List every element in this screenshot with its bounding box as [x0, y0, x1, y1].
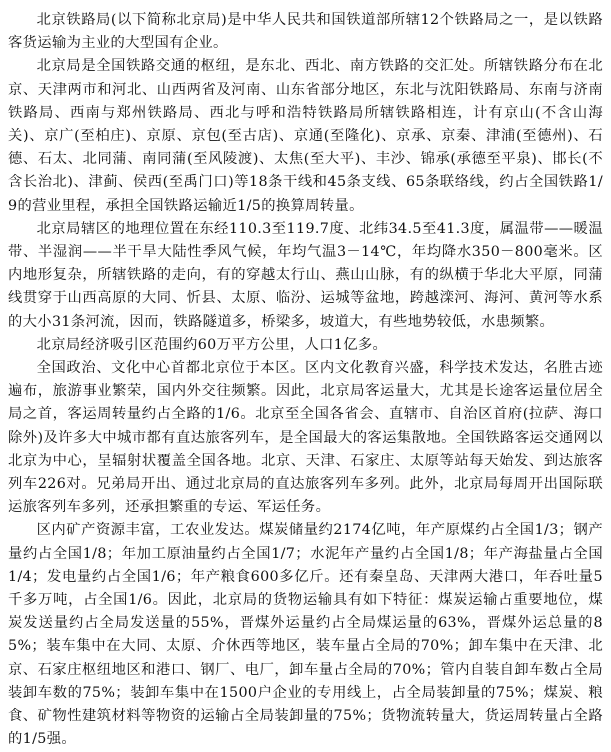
paragraph-intro: 北京铁路局(以下简称北京局)是中华人民共和国铁道部所辖12个铁路局之一，是以铁路客货运输为主业的大型国有企业。 [8, 12, 603, 52]
paragraph-hub-lines: 北京局是全国铁路交通的枢纽，是东北、西北、南方铁路的交汇处。所辖铁路分布在北京、天津两市和河北、山西两省及河南、山东省部分地区，东北与沈阳铁路局、东南与济南铁路局、西南与郑州铁路局、西北与呼和浩特铁路局所辖铁路相连，计有京山(不含山海关)、京广(至柏庄)、京原、京包(至古店)、京通(至隆化)、京承、京秦、津浦(至德州)、石德、石太、北同蒲、南同蒲(至风陵渡)、太焦(至大平)、丰沙、锦承(承德至平泉)、邯长(不含长治北)、津蓟、侯西(至禹门口)等18条干线和45条支线、65条联络线，约占全国铁路1/9的营业里程，承担全国铁路运输近1/5的换算周转量。 [8, 58, 603, 214]
paragraph-geography: 北京局辖区的地理位置在东经110.3至119.7度、北纬34.5至41.3度，属温带——暖温带、半湿润——半干旱大陆性季风气候，年均气温3－14℃，年均降水350－800毫米。区内地形复杂，所辖铁路的走向，有的穿越太行山、燕山山脉，有的纵横于华北大平原，同蒲线贯穿于山西高原的大同、忻县、太原、临汾、运城等盆地，跨越滦河、海河、黄河等水系的大小31条河流，因而，铁路隧道多，桥梁多，坡道大，有些地势较低，水患频繁。 [8, 220, 603, 330]
paragraph-economic-area: 北京局经济吸引区范围约60万平方公里，人口1亿多。 [36, 336, 388, 353]
paragraph-freight-transport: 区内矿产资源丰富，工农业发达。煤炭储量约2174亿吨，年产原煤约占全国1/3；钢产量约占全国1/8；年加工原油量约占全国1/7；水泥年产量约占全国1/8；年产海盐量占全国1/4；发电量约占全国1/6；年产粮食600多亿斤。还有秦皇岛、天津两大港口，年吞吐量5千多万吨，占全国1/6。因此，北京局的货物运输具有如下特征：煤炭运输占重要地位，煤炭发送量约占全局发送量的55%，晋煤外运量约占全局煤运量的63%，晋煤外运总量的85%；装车集中在大同、太原、介休西等地区，装车量占全局的70%；卸车集中在天津、北京、石家庄枢纽地区和港口、钢厂、电厂，卸车量占全局的70%；管内自装自卸车数占全局装卸车数的75%；装卸车集中在1500户企业的专用线上，占全局装卸量的75%；煤炭、粮食、矿物性建筑材料等物资的运输占全局装卸量的75%；货物流转量大，货运周转量占全路的1/5强。 [8, 522, 603, 748]
paragraph-passenger-transport: 全国政治、文化中心首都北京位于本区。区内文化教育兴盛，科学技术发达，名胜古迹遍布，旅游事业繁荣，国内外交往频繁。因此，北京局客运量大，尤其是长途客运量位居全局之首，客运周转量约占全路的1/6。北京至全国各省会、直辖市、自治区首府(拉萨、海口除外)及许多大中城市都有直达旅客列车，是全国最大的客运集散地。全国铁路客运交通网以北京为中心，呈辐射状覆盖全国各地。北京、天津、石家庄、太原等站每天始发、到达旅客列车226对。兄弟局开出、通过北京局的直达旅客列车多列。此外，北京局每周开出国际联运旅客列车多列，还承担繁重的专运、军运任务。 [8, 360, 603, 516]
